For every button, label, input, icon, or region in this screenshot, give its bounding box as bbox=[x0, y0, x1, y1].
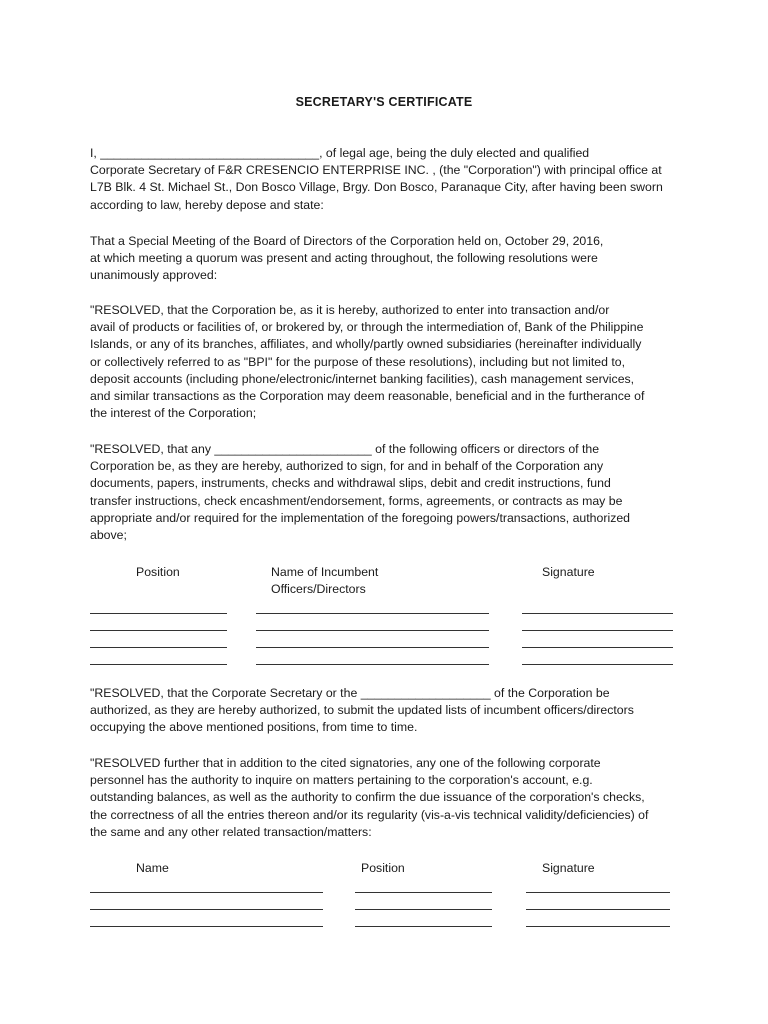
signature-line[interactable] bbox=[90, 892, 323, 893]
table2-header-name: Name bbox=[136, 861, 169, 875]
signature-line[interactable] bbox=[522, 613, 673, 614]
paragraph-resolution-3: "RESOLVED, that the Corporate Secretary or the ___________________ of the Corporation be authorized, as they are hereby authorized, to submit the updated lists of incumbent officers/directors occupying the above mentioned positions, from time to time. bbox=[90, 686, 634, 735]
signature-line[interactable] bbox=[90, 647, 227, 648]
signature-line[interactable] bbox=[526, 892, 670, 893]
signature-line[interactable] bbox=[90, 926, 323, 927]
table2-header-position: Position bbox=[361, 861, 405, 875]
document-title: SECRETARY'S CERTIFICATE bbox=[295, 95, 473, 109]
signature-line[interactable] bbox=[256, 630, 489, 631]
signature-line[interactable] bbox=[90, 664, 227, 665]
table2-header-signature: Signature bbox=[542, 861, 595, 875]
signature-line[interactable] bbox=[355, 892, 492, 893]
paragraph-resolution-2: "RESOLVED, that any _______________________ of the following officers or directors of the Corporation be, as they are hereby, authorized to sign, for and in behalf of the Corporation any documents, papers, instruments, checks and withdrawal slips, debit and credit instructions, fund transfer instructions, check encashment/endorsement, forms, agreements, or contracts as may be appropriate and/or required for the implementation of the foregoing powers/transactions, authorized above; bbox=[90, 442, 631, 543]
signature-line[interactable] bbox=[355, 909, 492, 910]
signature-line[interactable] bbox=[256, 613, 489, 614]
table1-header-position: Position bbox=[136, 565, 180, 579]
signature-line[interactable] bbox=[90, 613, 227, 614]
signature-line[interactable] bbox=[522, 647, 673, 648]
signature-line[interactable] bbox=[256, 647, 489, 648]
paragraph-resolution-1: "RESOLVED, that the Corporation be, as it is hereby, authorized to enter into transaction and/or avail of products or facilities of, or brokered by, or through the intermediation of, Bank of the Philippine Islands, or any of its branches, affiliates, and wholly/partly owned subsidiaries (hereinafter individually or collectively referred to as "BPI" for the purpose of these resolutions), including but not limited to, deposit accounts (including phone/electronic/internet banking facilities), cash management services, and similar transactions as the Corporation may deem reasonable, beneficial and in the furtherance of the interest of the Corporation; bbox=[90, 303, 645, 421]
table1-header-signature: Signature bbox=[542, 565, 595, 579]
signature-line[interactable] bbox=[256, 664, 489, 665]
signature-line[interactable] bbox=[526, 926, 670, 927]
signature-line[interactable] bbox=[90, 630, 227, 631]
signature-line[interactable] bbox=[522, 664, 673, 665]
signature-line[interactable] bbox=[522, 630, 673, 631]
paragraph-meeting: That a Special Meeting of the Board of Directors of the Corporation held on, October 29, 2016, at which meeting a quorum was present and acting throughout, the following resolutions were unanimously approved: bbox=[90, 234, 604, 283]
paragraph-resolution-4: "RESOLVED further that in addition to the cited signatories, any one of the following corporate personnel has the authority to inquire on matters pertaining to the corporation's account, e.g. outstanding balances, as well as the authority to confirm the due issuance of the corporation's checks, the correctness of all the entries thereon and/or its regularity (vis-a-vis technical validity/deficiencies) of the same and any other related transaction/matters: bbox=[90, 756, 649, 839]
signature-line[interactable] bbox=[90, 909, 323, 910]
paragraph-intro: I, ________________________________, of legal age, being the duly elected and qualified Corporate Secretary of F&R CRESENCIO ENTERPRISE INC. , (the "Corporation") with principal office at L7B Blk. 4 St. Michael St., Don Bosco Village, Brgy. Don Bosco, Paranaque City, after having been sworn according to law, hereby depose and state: bbox=[90, 146, 663, 212]
table1-header-name: Name of Incumbent Officers/Directors bbox=[271, 565, 379, 597]
signature-line[interactable] bbox=[355, 926, 492, 927]
signature-line[interactable] bbox=[526, 909, 670, 910]
